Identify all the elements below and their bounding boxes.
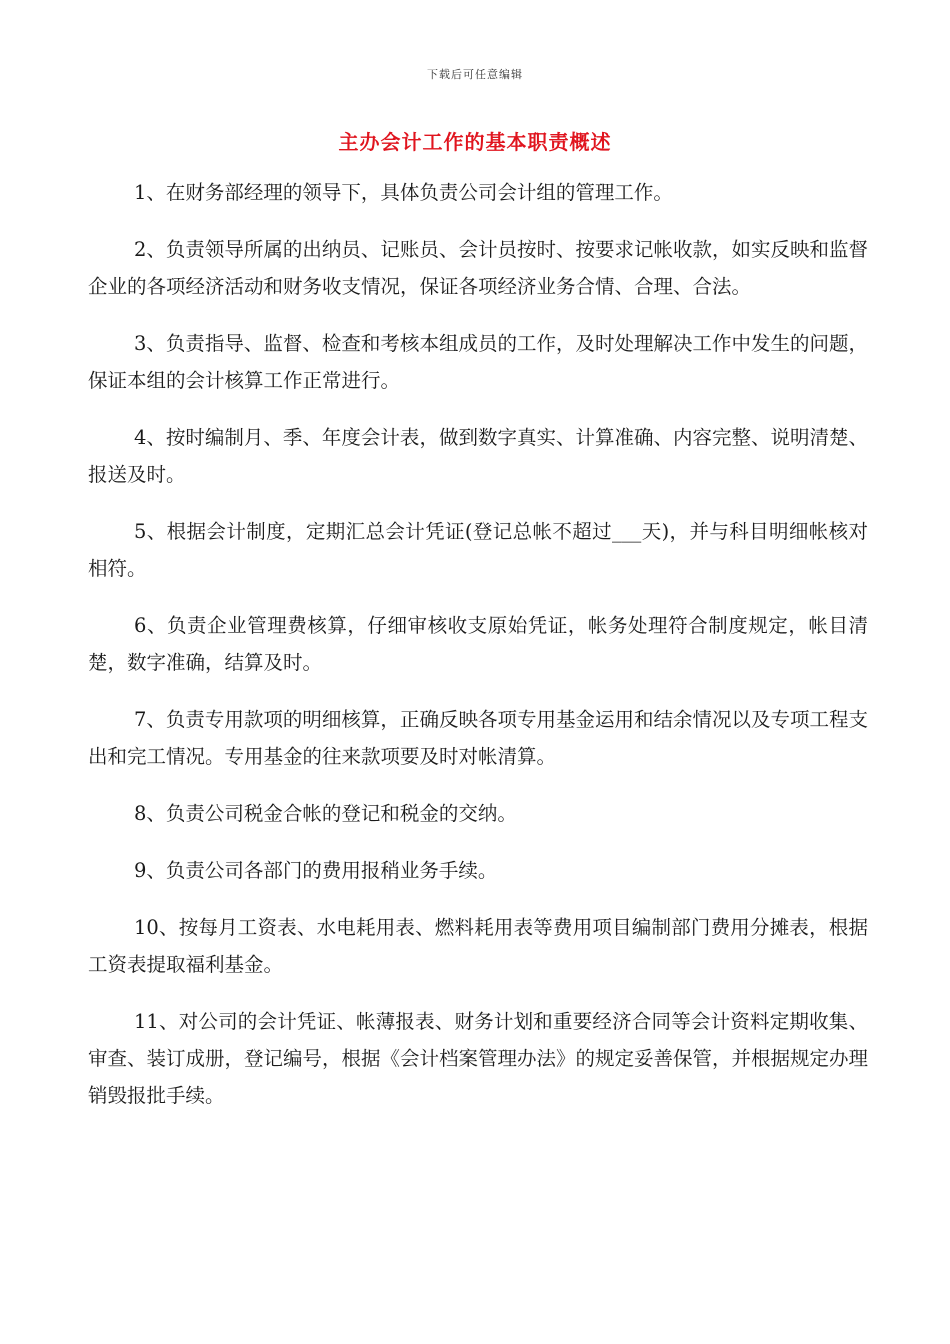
paragraph-10: 10、按每月工资表、水电耗用表、燃料耗用表等费用项目编制部门费用分摊表，根据工资表提取福利基金。 (88, 916, 868, 976)
paragraph-6: 6、负责企业管理费核算，仔细审核收支原始凭证，帐务处理符合制度规定，帐目清楚，数字准确，结算及时。 (88, 614, 868, 674)
paragraph-1: 1、在财务部经理的领导下，具体负责公司会计组的管理工作。 (134, 181, 673, 204)
paragraph-3: 3、负责指导、监督、检查和考核本组成员的工作，及时处理解决工作中发生的问题，保证本组的会计核算工作正常进行。 (88, 332, 868, 392)
paragraph-5: 5、根据会计制度，定期汇总会计凭证(登记总帐不超过___天)，并与科目明细帐核对相符。 (88, 520, 868, 580)
document-body (88, 174, 868, 1134)
paragraph-7: 7、负责专用款项的明细核算，正确反映各项专用基金运用和结余情况以及专项工程支出和完工情况。专用基金的往来款项要及时对帐清算。 (88, 708, 868, 768)
document-title: 主办会计工作的基本职责概述 (338, 130, 612, 154)
paragraph-11: 11、对公司的会计凭证、帐薄报表、财务计划和重要经济合同等会计资料定期收集、审查、装订成册，登记编号，根据《会计档案管理办法》的规定妥善保管，并根据规定办理销毁报批手续。 (88, 1010, 869, 1107)
paragraph-9: 9、负责公司各部门的费用报稍业务手续。 (134, 859, 498, 882)
header-note: 下载后可任意编辑 (427, 68, 523, 81)
paragraph-8: 8、负责公司税金合帐的登记和税金的交纳。 (134, 802, 517, 825)
paragraph-2: 2、负责领导所属的出纳员、记账员、会计员按时、按要求记帐收款，如实反映和监督企业的各项经济活动和财务收支情况，保证各项经济业务合情、合理、合法。 (88, 238, 868, 298)
paragraph-4: 4、按时编制月、季、年度会计表，做到数字真实、计算准确、内容完整、说明清楚、报送及时。 (88, 426, 868, 486)
